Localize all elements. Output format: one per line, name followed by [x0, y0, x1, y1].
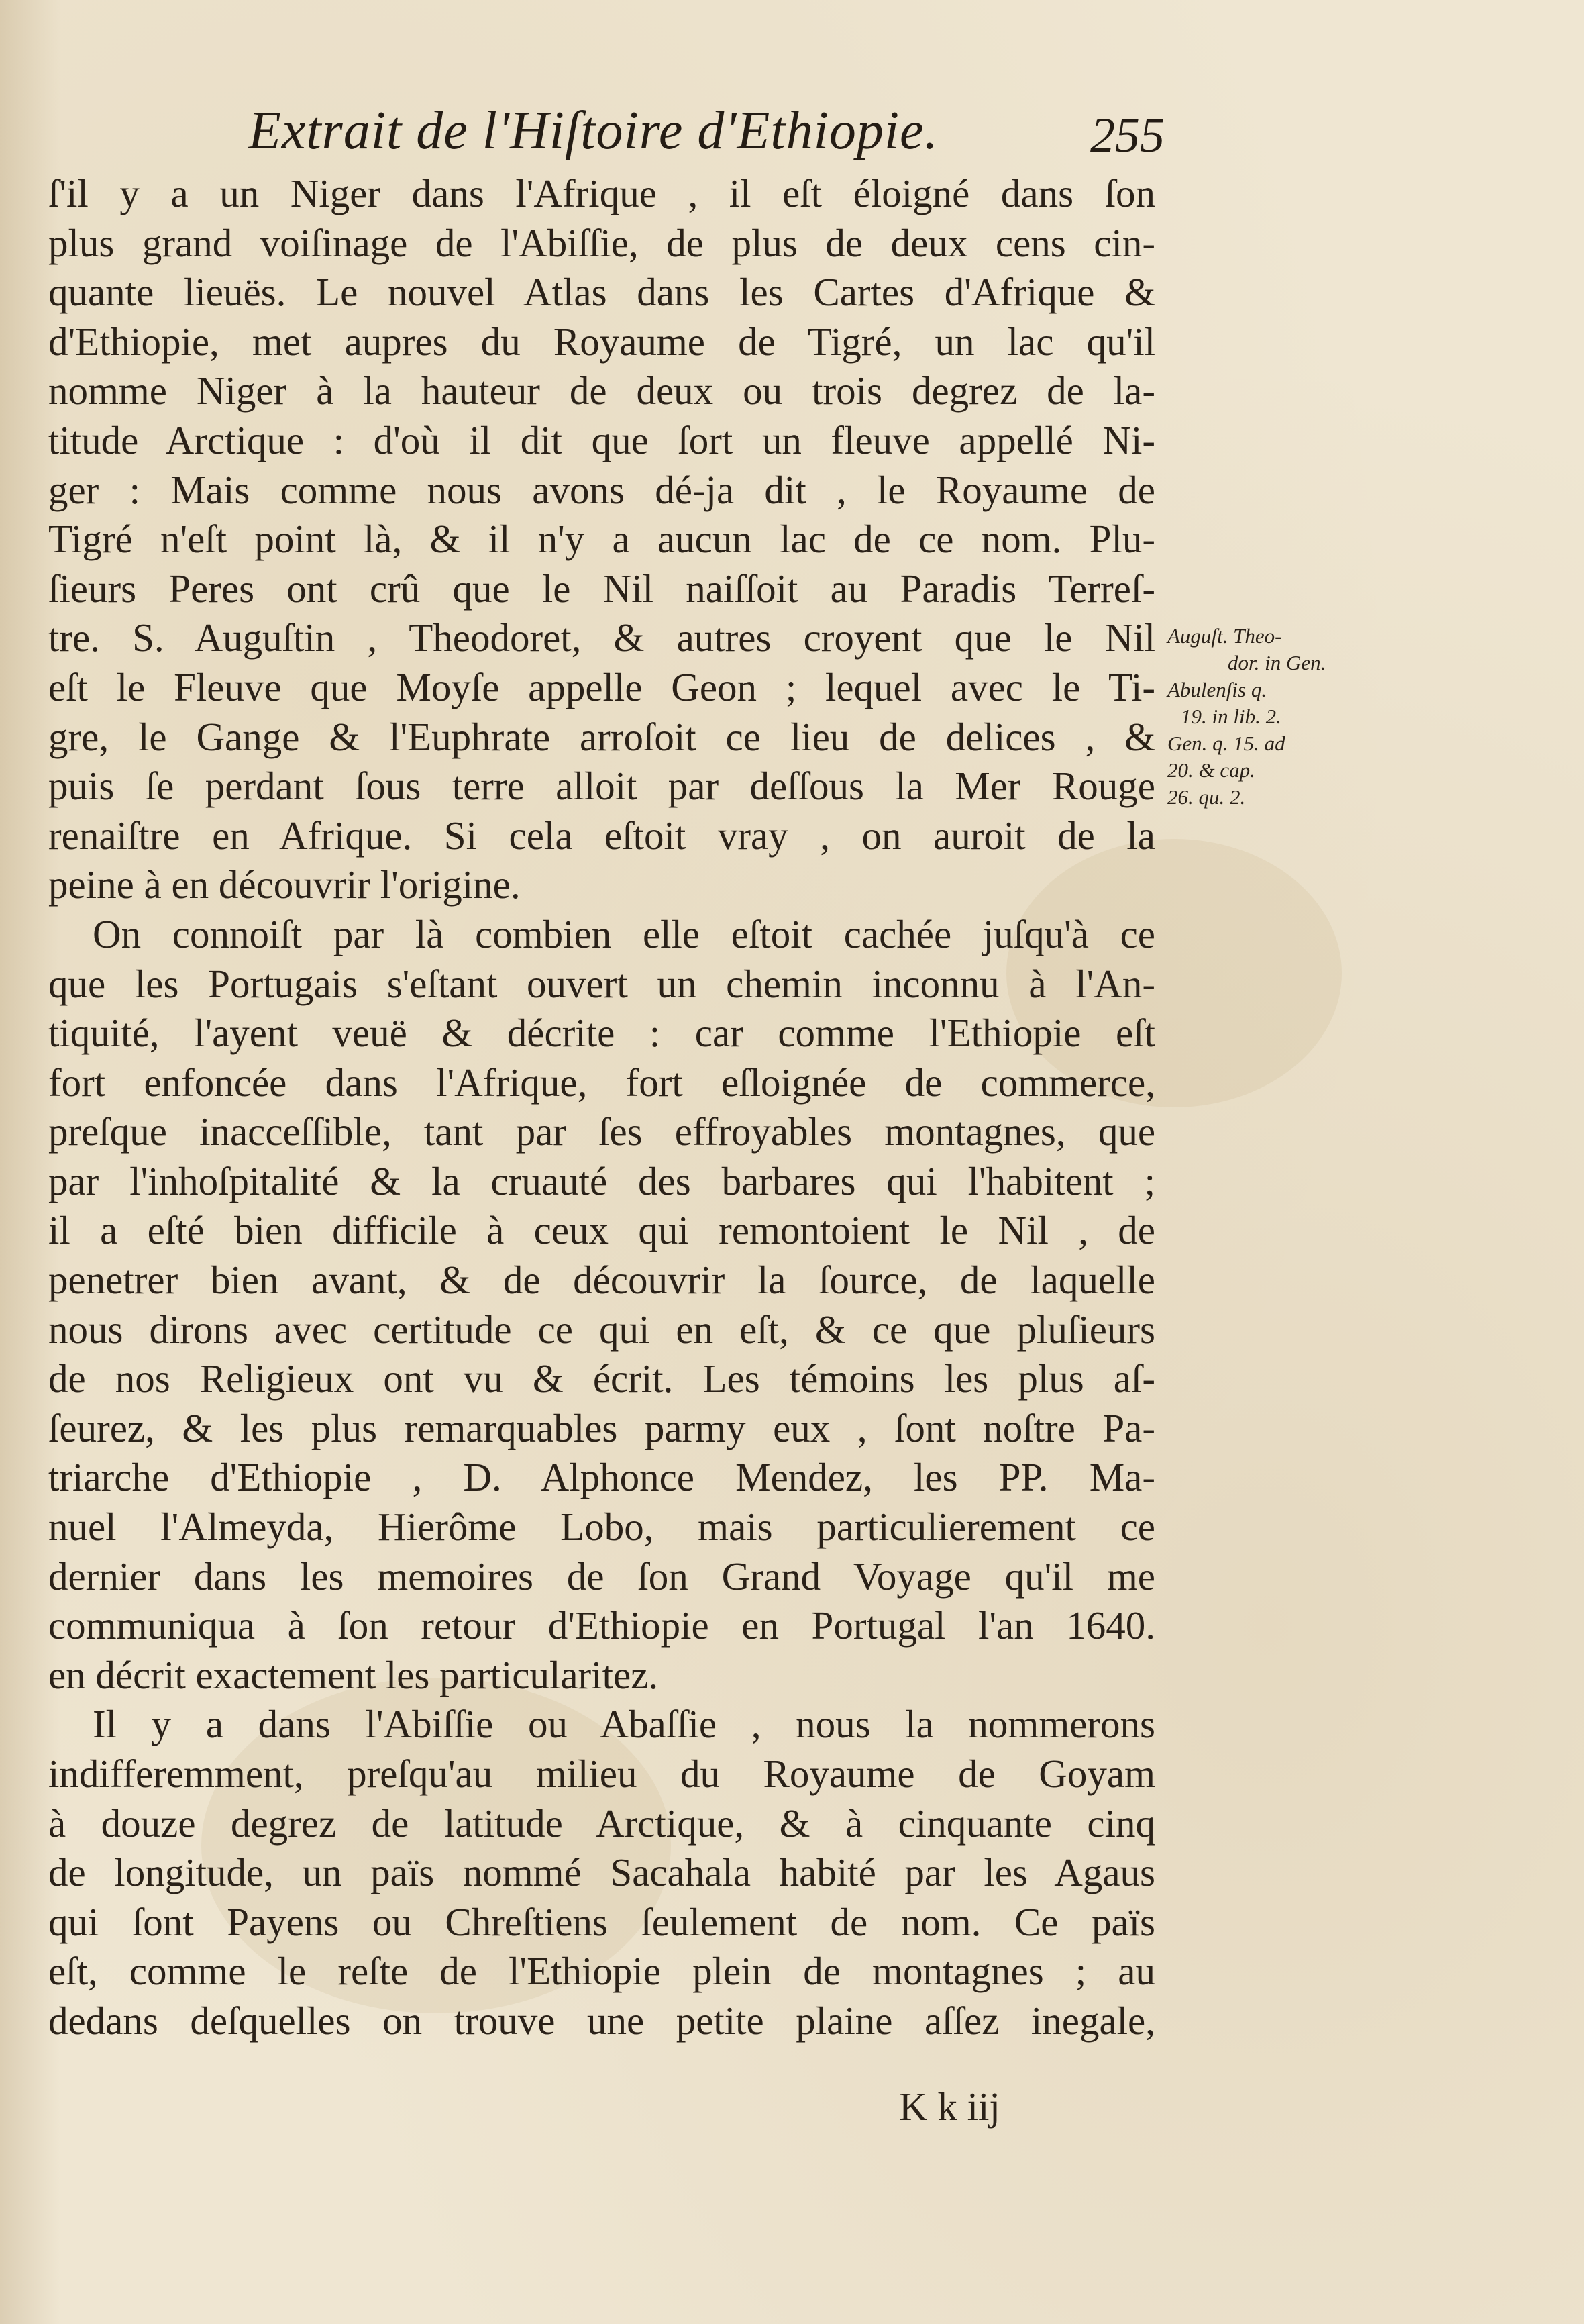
text-line: ſieurs Peres ont crû que le Nil naiſſoit au Paradis Terreſ- — [48, 566, 1155, 611]
body-text — [48, 169, 1155, 2046]
text-line: ſ'il y a un Niger dans l'Afrique , il eſt éloigné dans ſon — [48, 171, 1155, 215]
text-line: penetrer bien avant, & de découvrir la ſource, de laquelle — [48, 1258, 1155, 1303]
text-line: nous dirons avec certitude ce qui en eſt, & ce que pluſieurs — [48, 1307, 1155, 1352]
page-number: 255 — [1090, 108, 1165, 163]
text-line: tre. S. Auguſtin , Theodoret, & autres croyent que le Nil — [48, 615, 1155, 660]
margin-note-line: Abulenſis q. — [1167, 678, 1267, 701]
text-line: dernier dans les memoires de ſon Grand Voyage qu'il me — [48, 1554, 1155, 1599]
text-line: de nos Religieux ont vu & écrit. Les témoins les plus aſ- — [48, 1356, 1155, 1401]
text-line: On connoiſt par là combien elle eſtoit cachée juſqu'à ce — [93, 911, 1155, 956]
text-line: dedans deſquelles on trouve une petite plaine aſſez inegale, — [48, 1998, 1155, 2043]
text-line: en décrit exactement les particularitez. — [48, 1652, 659, 1697]
margin-notes — [1167, 623, 1335, 811]
running-title: Extrait de l'Hiſtoire d'Ethiopie. — [248, 101, 939, 160]
text-line: quante lieuës. Le nouvel Atlas dans les Cartes d'Afrique & — [48, 270, 1155, 315]
margin-note-line: Auguſt. Theo- — [1167, 624, 1282, 648]
text-line: de longitude, un païs nommé Sacahala habité par les Agaus — [48, 1850, 1155, 1895]
text-line: fort enfoncée dans l'Afrique, fort eſloignée de commerce, — [48, 1060, 1155, 1105]
text-line: preſque inacceſſible, tant par ſes effroyables montagnes, que — [48, 1109, 1155, 1154]
text-line: gre, le Gange & l'Euphrate arroſoit ce lieu de delices , & — [48, 714, 1155, 759]
text-line: ſeurez, & les plus remarquables parmy eux , ſont noſtre Pa- — [48, 1405, 1155, 1450]
text-line: renaiſtre en Afrique. Si cela eſtoit vray , on auroit de la — [48, 813, 1155, 858]
text-line: eſt, comme le reſte de l'Ethiopie plein de montagnes ; au — [48, 1949, 1155, 1994]
text-line: qui ſont Payens ou Chreſtiens ſeulement de nom. Ce païs — [48, 1899, 1155, 1944]
text-line: eſt le Fleuve que Moyſe appelle Geon ; lequel avec le Ti- — [48, 664, 1155, 709]
text-line: indifferemment, preſqu'au milieu du Royaume de Goyam — [48, 1752, 1155, 1796]
margin-note-line: Gen. q. 15. ad — [1167, 731, 1285, 755]
margin-note-line: 20. & cap. — [1167, 758, 1255, 782]
text-line: nomme Niger à la hauteur de deux ou trois degrez de la- — [48, 368, 1155, 413]
text-line: nuel l'Almeyda, Hierôme Lobo, mais particulierement ce — [48, 1505, 1155, 1550]
text-line: à douze degrez de latitude Arctique, & à cinquante cinq — [48, 1801, 1155, 1846]
text-line: par l'inhoſpitalité & la cruauté des barbares qui l'habitent ; — [48, 1158, 1155, 1203]
margin-note-line: 19. in lib. 2. — [1181, 705, 1281, 728]
text-line: tiquité, l'ayent veuë & décrite : car comme l'Ethiopie eſt — [48, 1011, 1155, 1056]
text-line: peine à en découvrir l'origine. — [48, 862, 521, 907]
margin-note-line: 26. qu. 2. — [1167, 785, 1246, 809]
text-line: ger : Mais comme nous avons dé-ja dit , le Royaume de — [48, 467, 1155, 512]
text-line: communiqua à ſon retour d'Ethiopie en Portugal l'an 1640. — [48, 1603, 1155, 1648]
text-line: puis ſe perdant ſous terre alloit par deſſous la Mer Rouge — [48, 764, 1155, 809]
text-line: titude Arctique : d'où il dit que ſort un fleuve appellé Ni- — [48, 417, 1155, 462]
text-line: Il y a dans l'Abiſſie ou Abaſſie , nous la nommerons — [93, 1702, 1155, 1747]
text-line: Tigré n'eſt point là, & il n'y a aucun lac de ce nom. Plu- — [48, 517, 1155, 562]
text-line: plus grand voiſinage de l'Abiſſie, de plus de deux cens cin- — [48, 220, 1155, 265]
margin-note-line: dor. in Gen. — [1228, 651, 1326, 674]
text-line: que les Portugais s'eſtant ouvert un chemin inconnu à l'An- — [48, 961, 1155, 1006]
text-line: il a eſté bien difficile à ceux qui remontoient le Nil , de — [48, 1208, 1155, 1253]
text-line: triarche d'Ethiopie , D. Alphonce Mendez, les PP. Ma- — [48, 1455, 1155, 1500]
signature-mark: K k iij — [899, 2084, 1000, 2129]
text-line: d'Ethiopie, met aupres du Royaume de Tigré, un lac qu'il — [48, 319, 1155, 364]
